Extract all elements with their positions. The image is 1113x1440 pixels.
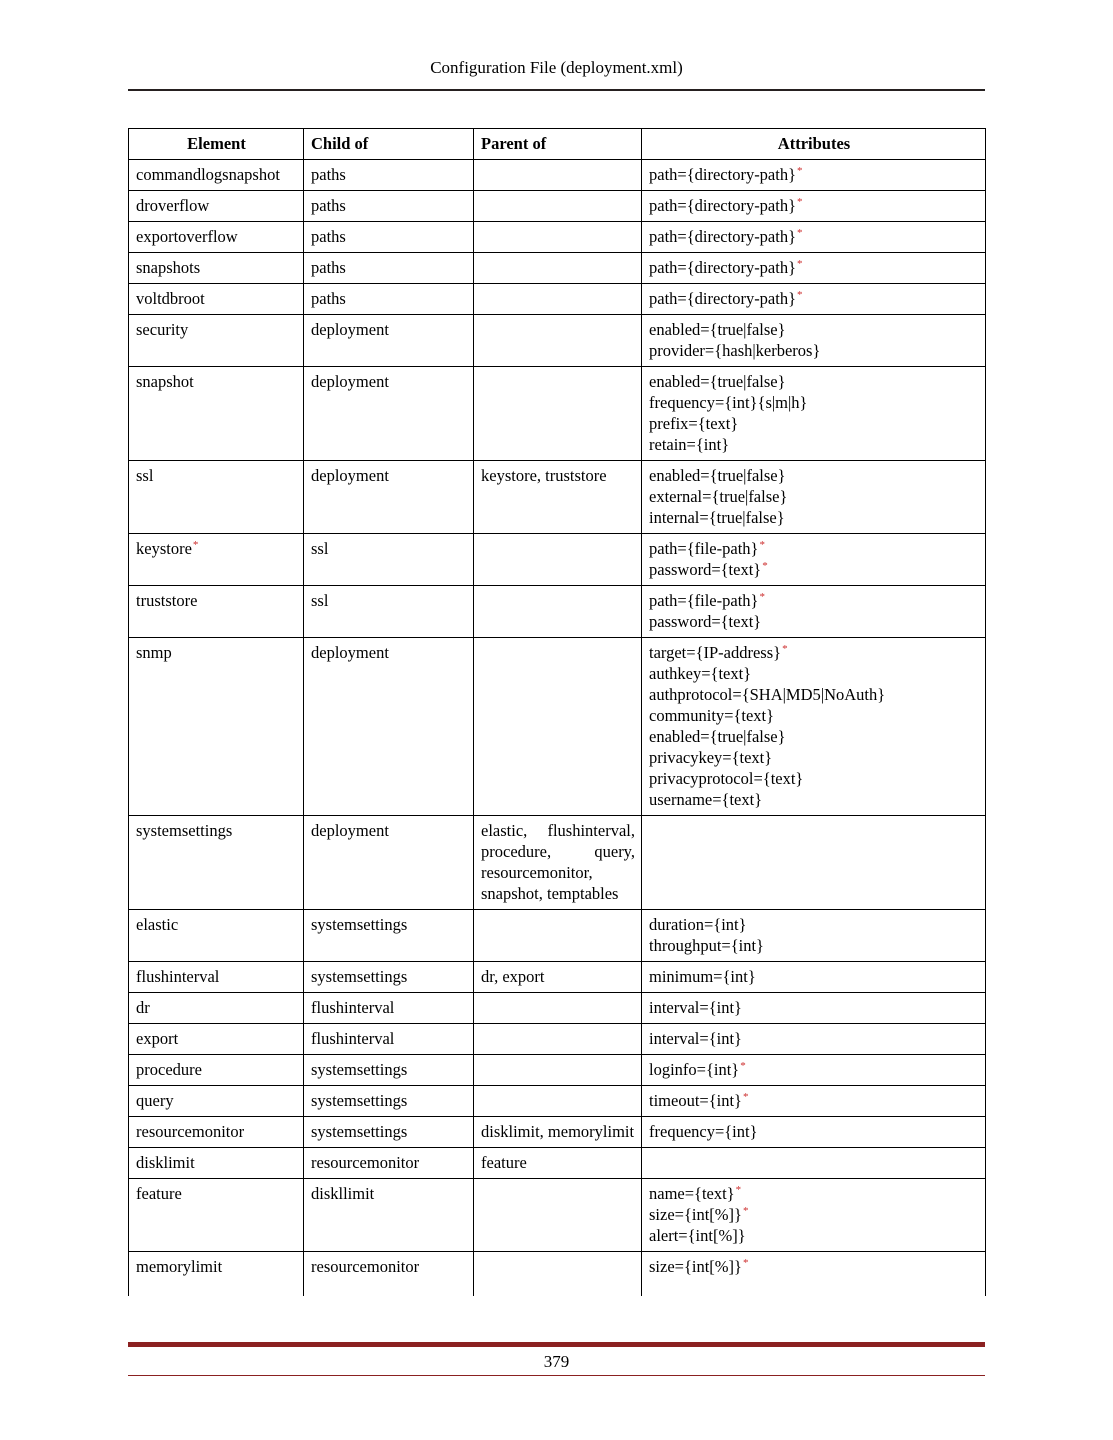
cell-child-of: deployment — [304, 461, 474, 534]
attribute-line: path={file-path}* — [649, 538, 765, 558]
attribute-line: size={int[%]}* — [649, 1204, 749, 1224]
cell-attributes — [642, 534, 986, 586]
cell-parent-of — [474, 315, 642, 367]
cell-child-of: systemsettings — [304, 1117, 474, 1148]
cell-element: ssl — [129, 461, 304, 534]
cell-child-of: deployment — [304, 367, 474, 461]
table-row — [129, 191, 986, 222]
attribute-line: interval={int} — [649, 1029, 742, 1048]
table-row — [129, 1024, 986, 1055]
cell-attributes — [642, 993, 986, 1024]
attribute-line: target={IP-address}* — [649, 642, 788, 662]
cell-child-of: flushinterval — [304, 993, 474, 1024]
cell-attributes — [642, 315, 986, 367]
table-row — [129, 1086, 986, 1117]
attribute-line: external={true|false} — [649, 487, 788, 506]
cell-parent-of — [474, 586, 642, 638]
attribute-line: path={file-path}* — [649, 590, 765, 610]
cell-element: query — [129, 1086, 304, 1117]
cell-element: commandlogsnapshot — [129, 160, 304, 191]
attribute-line: provider={hash|kerberos} — [649, 341, 821, 360]
cell-child-of: paths — [304, 160, 474, 191]
cell-element: keystore* — [129, 534, 304, 586]
required-star: * — [192, 538, 199, 551]
attribute-line: throughput={int} — [649, 936, 764, 955]
attribute-line: path={directory-path}* — [649, 288, 803, 308]
cell-attributes — [642, 253, 986, 284]
cell-child-of: deployment — [304, 315, 474, 367]
table-row — [129, 910, 986, 962]
attribute-line: path={directory-path}* — [649, 164, 803, 184]
cell-child-of: paths — [304, 284, 474, 315]
cell-child-of: paths — [304, 222, 474, 253]
cell-child-of: resourcemonitor — [304, 1148, 474, 1179]
attribute-line: enabled={true|false} — [649, 727, 786, 746]
cell-element: export — [129, 1024, 304, 1055]
attribute-line: password={text}* — [649, 559, 768, 579]
attribute-line: path={directory-path}* — [649, 195, 803, 215]
table-row — [129, 253, 986, 284]
attribute-line: minimum={int} — [649, 967, 756, 986]
attribute-line: enabled={true|false} — [649, 372, 786, 391]
cell-element: droverflow — [129, 191, 304, 222]
required-star: * — [740, 1059, 746, 1072]
table-row — [129, 1117, 986, 1148]
required-star: * — [742, 1090, 749, 1103]
required-star: * — [797, 195, 803, 208]
cell-attributes — [642, 638, 986, 816]
column-header-child-of: Child of — [304, 129, 474, 160]
required-star: * — [759, 590, 765, 603]
cell-element: elastic — [129, 910, 304, 962]
cell-parent-of — [474, 191, 642, 222]
attribute-line: frequency={int}{s|m|h} — [649, 393, 808, 412]
attribute-line: path={directory-path}* — [649, 226, 803, 246]
cell-attributes — [642, 586, 986, 638]
required-star: * — [782, 642, 788, 655]
cell-element: security — [129, 315, 304, 367]
cell-child-of: systemsettings — [304, 1086, 474, 1117]
cell-attributes — [642, 222, 986, 253]
header-rule — [128, 89, 985, 91]
table-body — [129, 160, 986, 1296]
cell-attributes — [642, 1179, 986, 1252]
cell-element: flushinterval — [129, 962, 304, 993]
cell-parent-of: dr, export — [474, 962, 642, 993]
table-row — [129, 586, 986, 638]
table-row — [129, 962, 986, 993]
cell-parent-of — [474, 910, 642, 962]
cell-child-of: ssl — [304, 534, 474, 586]
cell-parent-of — [474, 284, 642, 315]
table-row — [129, 1179, 986, 1252]
table-row — [129, 315, 986, 367]
cell-child-of: paths — [304, 191, 474, 222]
table-row — [129, 284, 986, 315]
cell-element: truststore — [129, 586, 304, 638]
required-star: * — [759, 538, 765, 551]
required-star: * — [762, 559, 768, 572]
cell-parent-of — [474, 367, 642, 461]
cell-element: snapshots — [129, 253, 304, 284]
table-row — [129, 1252, 986, 1296]
cell-child-of: systemsettings — [304, 910, 474, 962]
cell-parent-of — [474, 1055, 642, 1086]
cell-attributes — [642, 1086, 986, 1117]
required-star: * — [797, 257, 803, 270]
attribute-line: privacykey={text} — [649, 748, 773, 767]
column-header-attributes: Attributes — [642, 129, 986, 160]
cell-attributes — [642, 1055, 986, 1086]
required-star: * — [797, 288, 803, 301]
cell-attributes — [642, 191, 986, 222]
attribute-line: alert={int[%]} — [649, 1226, 746, 1245]
cell-element: dr — [129, 993, 304, 1024]
column-header-element: Element — [129, 129, 304, 160]
cell-attributes — [642, 1148, 986, 1179]
required-star: * — [742, 1204, 749, 1217]
cell-child-of: deployment — [304, 638, 474, 816]
attribute-line: size={int[%]}* — [649, 1256, 749, 1276]
cell-parent-of: feature — [474, 1148, 642, 1179]
cell-attributes — [642, 910, 986, 962]
table-row — [129, 534, 986, 586]
cell-attributes — [642, 816, 986, 910]
cell-child-of: resourcemonitor — [304, 1252, 474, 1296]
cell-parent-of — [474, 1024, 642, 1055]
page-header-title: Configuration File (deployment.xml) — [430, 58, 683, 77]
cell-child-of: paths — [304, 253, 474, 284]
cell-parent-of — [474, 993, 642, 1024]
cell-attributes — [642, 1252, 986, 1296]
cell-parent-of — [474, 160, 642, 191]
table-row — [129, 222, 986, 253]
attribute-line: prefix={text} — [649, 414, 739, 433]
attribute-line: password={text} — [649, 612, 762, 631]
cell-parent-of: disklimit, memorylimit — [474, 1117, 642, 1148]
table-row — [129, 1055, 986, 1086]
column-header-parent-of: Parent of — [474, 129, 642, 160]
attribute-line: retain={int} — [649, 435, 730, 454]
cell-element: disklimit — [129, 1148, 304, 1179]
cell-parent-of — [474, 222, 642, 253]
table-header — [129, 129, 986, 160]
table-row — [129, 461, 986, 534]
table-row — [129, 160, 986, 191]
attribute-line: privacyprotocol={text} — [649, 769, 804, 788]
cell-element: exportoverflow — [129, 222, 304, 253]
page-footer — [128, 1342, 985, 1376]
cell-parent-of — [474, 638, 642, 816]
table-row — [129, 367, 986, 461]
cell-parent-of — [474, 253, 642, 284]
attribute-line: name={text}* — [649, 1183, 742, 1203]
cell-element: snapshot — [129, 367, 304, 461]
attribute-line: internal={true|false} — [649, 508, 785, 527]
required-star: * — [797, 164, 803, 177]
attribute-line: frequency={int} — [649, 1122, 758, 1141]
attribute-line: interval={int} — [649, 998, 742, 1017]
table-row — [129, 816, 986, 910]
cell-attributes — [642, 284, 986, 315]
attribute-line: loginfo={int}* — [649, 1059, 746, 1079]
cell-element: memorylimit — [129, 1252, 304, 1296]
attribute-line: enabled={true|false} — [649, 466, 786, 485]
cell-child-of: ssl — [304, 586, 474, 638]
cell-attributes — [642, 1117, 986, 1148]
cell-child-of: systemsettings — [304, 1055, 474, 1086]
required-star: * — [742, 1256, 749, 1269]
attribute-line: enabled={true|false} — [649, 320, 786, 339]
cell-attributes — [642, 367, 986, 461]
table-header-row — [129, 129, 986, 160]
required-star: * — [735, 1183, 742, 1196]
attribute-line: path={directory-path}* — [649, 257, 803, 277]
cell-parent-of — [474, 1179, 642, 1252]
cell-attributes — [642, 160, 986, 191]
cell-attributes — [642, 461, 986, 534]
attribute-line: community={text} — [649, 706, 775, 725]
footer-rule-thin — [128, 1375, 985, 1376]
cell-parent-of — [474, 534, 642, 586]
page-header — [128, 58, 985, 91]
attribute-line: timeout={int}* — [649, 1090, 749, 1110]
cell-element: feature — [129, 1179, 304, 1252]
table-row — [129, 1148, 986, 1179]
config-table — [128, 128, 986, 1296]
table-row — [129, 638, 986, 816]
cell-child-of: deployment — [304, 816, 474, 910]
cell-parent-of: keystore, truststore — [474, 461, 642, 534]
cell-parent-of — [474, 1252, 642, 1296]
cell-child-of: flushinterval — [304, 1024, 474, 1055]
page-number: 379 — [543, 1352, 570, 1371]
cell-child-of: diskllimit — [304, 1179, 474, 1252]
attribute-line: authkey={text} — [649, 664, 752, 683]
table-row — [129, 993, 986, 1024]
cell-element: voltdbroot — [129, 284, 304, 315]
cell-child-of: systemsettings — [304, 962, 474, 993]
cell-element: procedure — [129, 1055, 304, 1086]
cell-element: snmp — [129, 638, 304, 816]
cell-parent-of — [474, 1086, 642, 1117]
attribute-line: username={text} — [649, 790, 763, 809]
cell-element: resourcemonitor — [129, 1117, 304, 1148]
attribute-line: authprotocol={SHA|MD5|NoAuth} — [649, 685, 886, 704]
cell-attributes — [642, 962, 986, 993]
cell-parent-of: elastic, flushinterval, procedure, query, resourcemonitor, snapshot, temptables — [474, 816, 642, 910]
required-star: * — [797, 226, 803, 239]
attribute-line: duration={int} — [649, 915, 747, 934]
cell-element: systemsettings — [129, 816, 304, 910]
cell-attributes — [642, 1024, 986, 1055]
